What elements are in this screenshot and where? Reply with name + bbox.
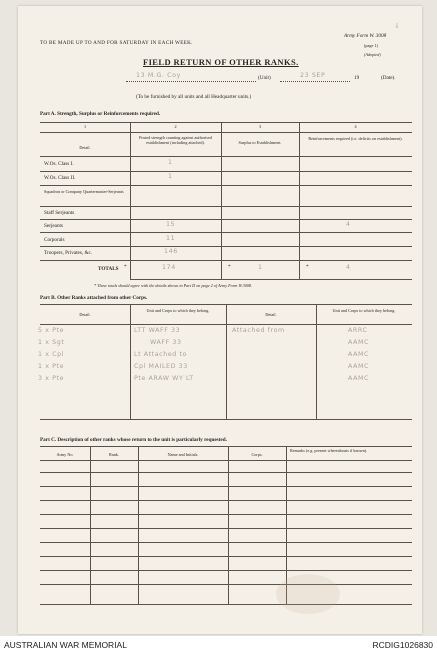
col-header-detail: Detail. [79,145,91,150]
col-num-3: 3 [258,124,262,129]
col-header-reinforcements: Reinforcements required (i.e. deficits on establishment). [308,136,403,141]
part-b-row5-unit2: AAMC [348,375,370,382]
part-b-row4-unit: Cpl MAILED 33 [134,363,188,370]
part-b-col-detail-2: Detail. [265,312,277,317]
row-strength-troopers: 146 [164,248,178,255]
form-page: (page 1) [364,43,378,48]
row-reinf-serjeants: 4 [346,221,351,228]
form-adopted: (Adopted) [364,52,381,57]
made-up-instruction: TO BE MADE UP TO AND FOR SATURDAY IN EACH WEEK. [40,40,193,46]
part-a-heading: Part A. Strength, Surplus or Reinforcements required. [40,111,161,117]
date-label: (Date). [381,75,396,81]
unit-value: 13 M.G. Coy [136,72,181,79]
totals-asterisk-2: * [228,264,231,270]
part-c-col-name: Name and Initials. [167,452,199,457]
part-b-row3-unit2: AAMC [348,351,370,358]
footer-institution: AUSTRALIAN WAR MEMORIAL [4,640,127,650]
form-title: FIELD RETURN OF OTHER RANKS. [143,57,299,67]
row-label-staff-serjeants: Staff Serjeants [44,210,75,216]
col-num-1: 1 [83,124,87,129]
row-strength-serjeants: 15 [166,221,176,228]
part-b-heading: Part B. Other Ranks attached from other Corps. [40,295,148,301]
year-prefix: 19 [354,75,360,81]
totals-label: TOTALS [98,266,119,272]
totals-surplus: 1 [258,264,263,271]
furnished-note: (To be furnished by all units and all Headquarter units.) [136,94,252,100]
totals-asterisk-3: * [306,264,309,270]
form-id: Army Form W. 3008 [344,33,387,39]
part-b-row1-detail2: Attached from [232,327,285,334]
part-c-heading: Part C. Description of other ranks whose return to the unit is particularly requested. [40,437,227,443]
part-b-row1-unit: LTT WAFF 33 [134,327,181,334]
part-b-row2-unit2: AAMC [348,339,370,346]
part-b-col-detail-1: Detail. [79,312,91,317]
col-header-surplus: Surplus to Establishment. [238,140,282,145]
row-label-wo1: W.Os. Class I. [44,161,74,167]
part-b-row4-unit2: AAMC [348,363,370,370]
totals-strength: 174 [162,264,176,271]
part-c-col-army-no: Army No. [56,452,74,457]
part-b-row3-detail: 1 x Cpl [38,351,65,358]
col-header-strength: Posted strength counting against authorised establishment (including attached). [139,135,212,145]
totals-asterisk-1: * [124,264,127,270]
part-c-col-rank: Rank. [109,452,119,457]
unit-label: (Unit) [258,75,271,81]
part-a-footnote: * These totals should agree with the details shown in Part D on page 2 of Army Form W.3008. [94,283,253,288]
part-b-row2-unit: WAFF 33 [150,339,182,346]
row-strength-corporals: 11 [166,235,176,242]
part-b-row1-detail: 5 x Pte [38,327,65,334]
row-label-corporals: Corporals [44,237,65,243]
part-b-col-unit-2: Unit and Corps to which they belong. [332,308,396,313]
part-c-col-corps: Corps. [251,452,263,457]
form-sheet [18,6,422,634]
row-label-troopers: Troopers, Privates, &c. [44,250,93,256]
corner-mark: i [396,22,398,30]
part-b-row3-unit: Lt Attached to [134,351,188,358]
archive-footer [0,636,437,654]
part-b-row1-unit2: ARRC [348,327,368,334]
footer-record-id: RCDIG1026830 [372,640,433,650]
row-label-serjeants: Serjeants [44,223,64,229]
date-value: 23 SEP [300,72,326,79]
part-b-row5-unit: Pte ARAW WY LT [134,375,194,382]
row-label-cqms: Squadron or Company Quartermaster-Serjeants [44,189,124,194]
part-c-col-remarks: Remarks (e.g. present whereabouts if known). [290,448,368,453]
paper-stain [276,574,340,614]
totals-reinf: 4 [346,264,351,271]
row-label-wo2: W.Os. Class II. [44,175,76,181]
row-strength-wo1: 1 [168,159,173,166]
part-b-row4-detail: 1 x Pte [38,363,65,370]
col-num-4: 4 [354,124,357,129]
part-b-row2-detail: 1 x Sgt [38,339,65,346]
col-num-2: 2 [174,124,177,129]
part-b-col-unit-1: Unit and Corps to which they belong. [146,308,210,313]
part-b-row5-detail: 3 x Pte [38,375,65,382]
row-strength-wo2: 1 [168,173,173,180]
